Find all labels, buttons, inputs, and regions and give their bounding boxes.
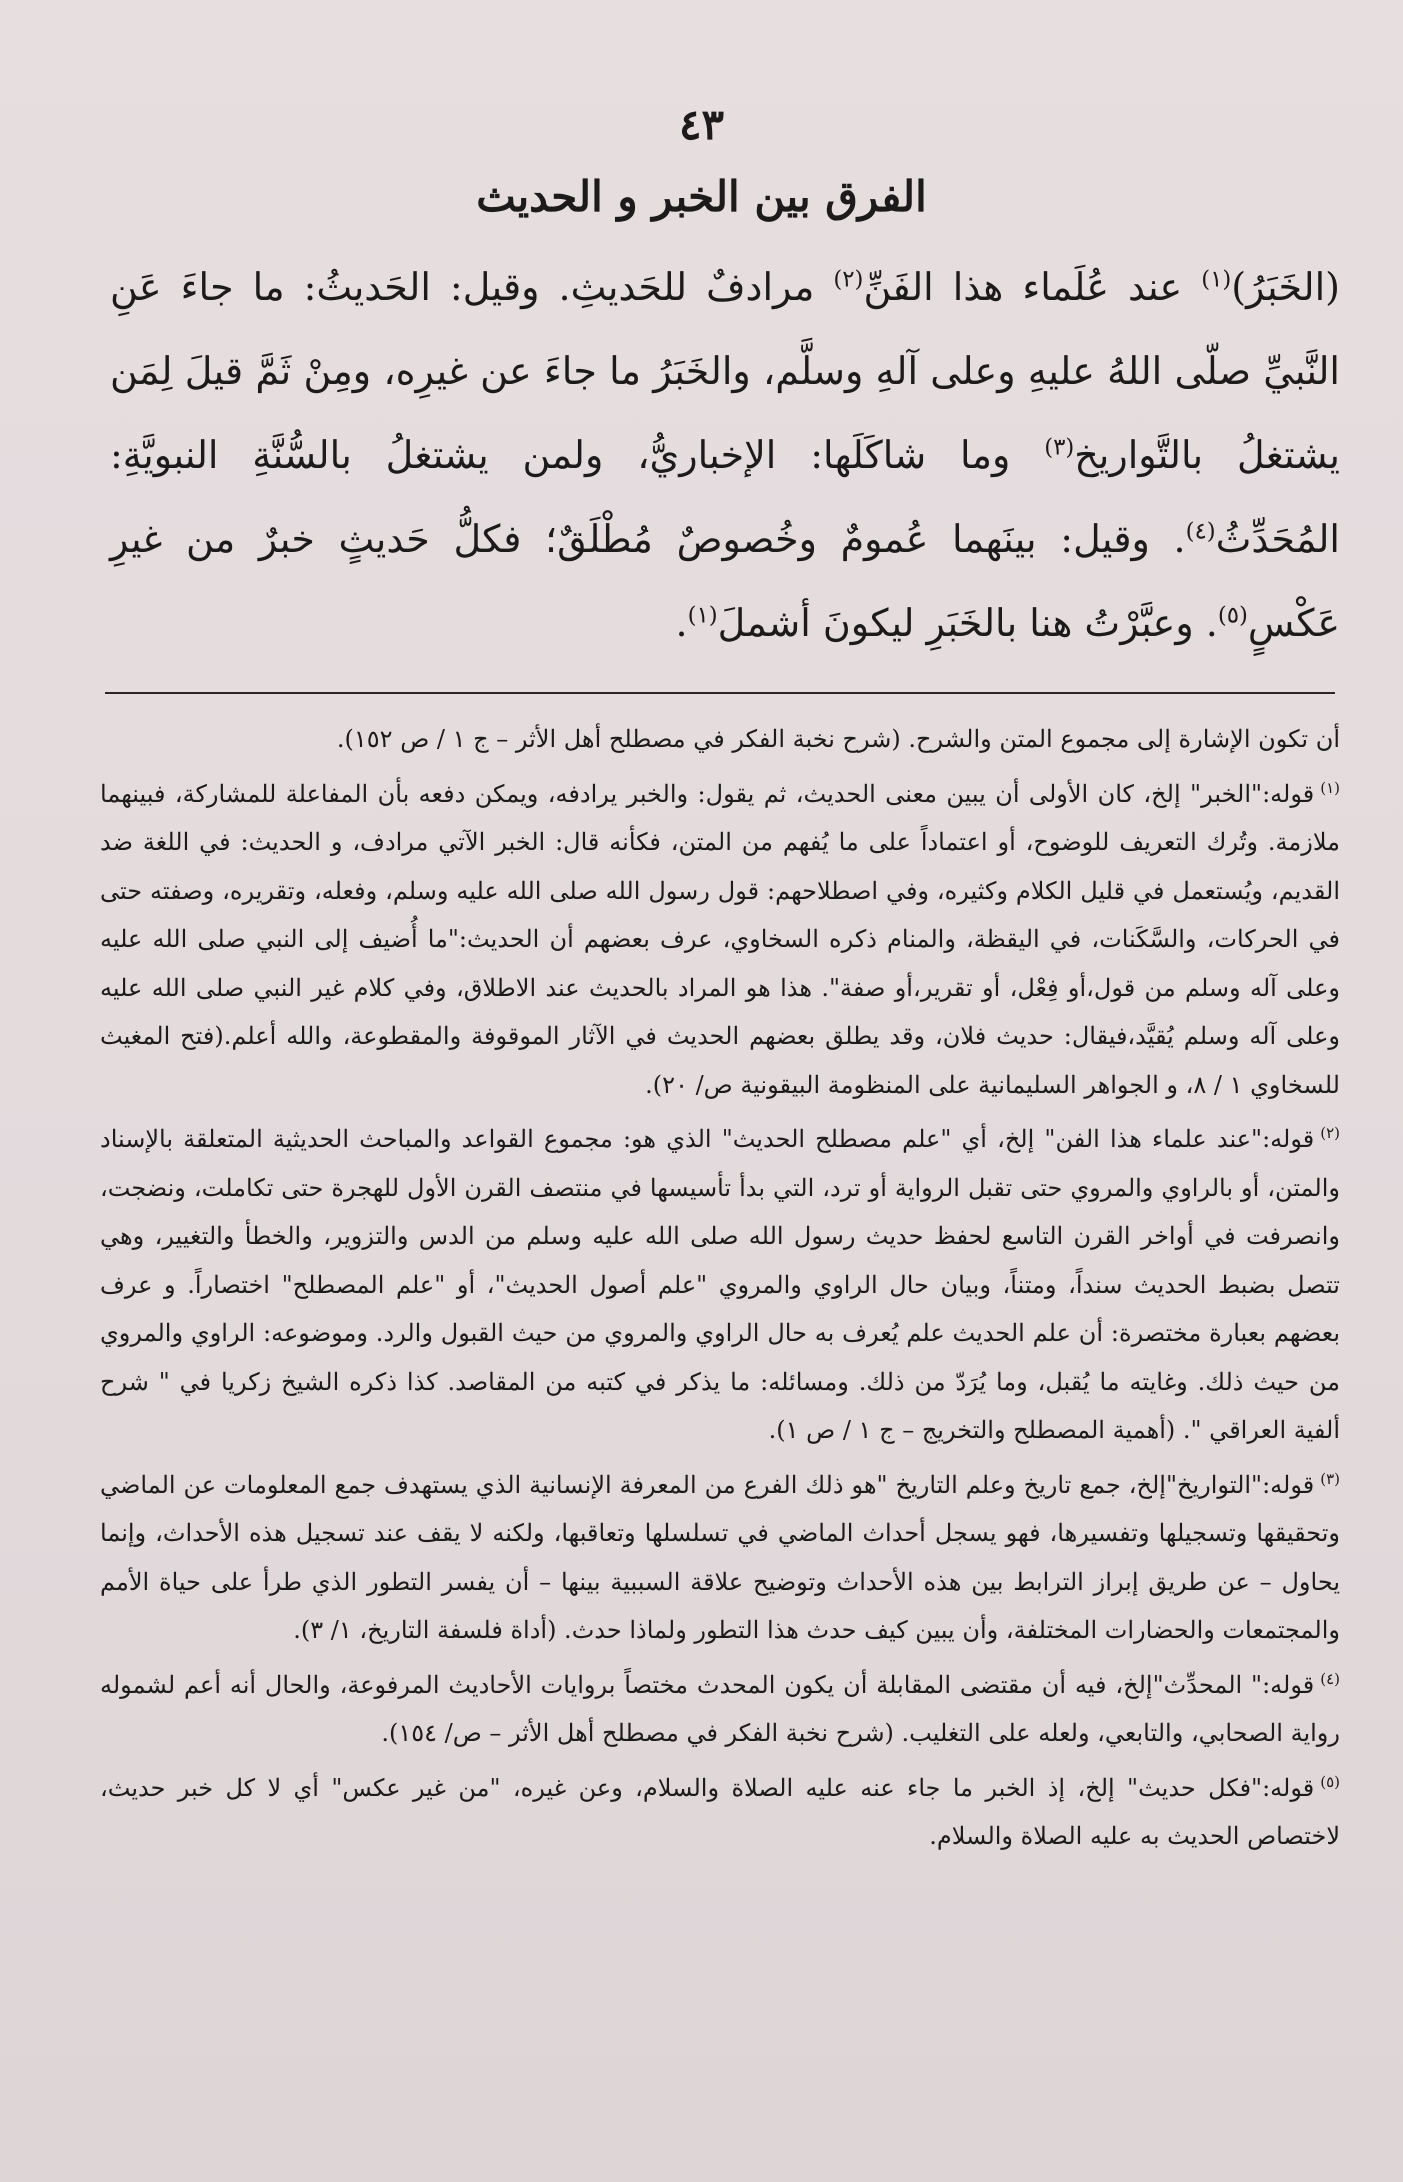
footnote-continuation bbox=[100, 715, 1340, 764]
footnote-number: (٣) bbox=[1320, 1469, 1340, 1488]
main-text-segment: . وقيل: بينَهما عُمومٌ وخُصوصٌ مُطْلَقٌ؛ فكلُّ حَديثٍ خبرٌ من غيرِ عَكْسٍ bbox=[110, 517, 1340, 645]
footnote-ref: (١) bbox=[687, 602, 718, 629]
footnote-number: (١) bbox=[1320, 778, 1340, 797]
footnote-ref: (٤) bbox=[1185, 518, 1216, 545]
page-number: ٤٣ bbox=[678, 100, 725, 149]
footnote-text: قوله:"الخبر" إلخ، كان الأولى أن يبين معنى الحديث، ثم يقول: والخبر يرادفه، ويمكن دفعه بأن المفاعلة للمشاركة، فبينهما ملازمة. وتُرك التعريف للوضوح، أو اعتماداً على ما يُفهم من المتن، فكأنه قال: الخبر الآتي مرادف، و الحديث: في اللغة ضد القديم، ويُستعمل في قليل الكلام وكثيره، وفي اصطلاحهم: قول رسول الله صلى الله عليه وسلم، وفعله، وتقريره، وصفته حتى في الحركات، والسَّكَنات، في اليقظة، والمنام ذكره السخاوي، عرف بعضهم أن الحديث:"ما أُضيف إلى النبي صلى الله عليه وعلى آله وسلم من قول،أو فِعْل، أو تقرير،أو صفة". هذا هو المراد بالحديث عند الاطلاق، وفي كلام غير النبي صلى الله عليه وعلى آله وسلم يُقيَّد،فيقال: حديث فلان، وقد يطلق بعضهم الحديث في الآثار الموقوفة والمقطوعة، والله أعلم.(فتح المغيث للسخاوي ١ / ٨، و الجواهر السليمانية على المنظومة البيقونية ص/ ٢٠). bbox=[100, 779, 1340, 1099]
section-heading: الفرق بين الخبر و الحديث bbox=[476, 172, 927, 221]
footnote-ref: (٢) bbox=[833, 266, 864, 293]
footnote-text: قوله:" المحدِّث"إلخ، فيه أن مقتضى المقابلة أن يكون المحدث مختصاً بروايات الأحاديث المرفوعة، والحال أنه أعم لشموله رواية الصحابي، والتابعي، ولعله على التغليب. (شرح نخبة الفكر في مصطلح أهل الأثر – ص/ ١٥٤). bbox=[100, 1670, 1340, 1747]
main-text-segment: . bbox=[675, 601, 688, 645]
footnote-4 bbox=[100, 1655, 1340, 1758]
footnote-ref: (٥) bbox=[1217, 602, 1248, 629]
footnote-text: أن تكون الإشارة إلى مجموع المتن والشرح. (شرح نخبة الفكر في مصطلح أهل الأثر – ج ١ / ص ١٥٢). bbox=[336, 725, 1340, 753]
main-text-segment: عند عُلَماء هذا الفَنِّ bbox=[863, 265, 1202, 309]
footnote-text: قوله:"فكل حديث" إلخ، إذ الخبر ما جاء عنه عليه الصلاة والسلام، وعن غيره، "من غير عكس" أي لا كل خبر حديث، لاختصاص الحديث به عليه الصلاة والسلام. bbox=[100, 1773, 1340, 1850]
footnote-5 bbox=[100, 1758, 1340, 1861]
main-text-segment: وما شاكَلَها: الإخباريُّ، ولمن يشتغلُ بالسُّنَّةِ النبويَّةِ: المُحَدِّثُ bbox=[110, 433, 1340, 561]
main-text-segment: مرادفٌ للحَديثِ. وقيل: الحَديثُ: ما جاءَ عَنِ النَّبيِّ صلّى اللهُ عليهِ وعلى آلهِ وسلَّم، والخَبَرُ ما جاءَ عن غيرِه، ومِنْ ثَمَّ قيلَ لِمَن يشتغلُ بالتَّواريخ bbox=[110, 265, 1341, 477]
footnote-number: (٢) bbox=[1320, 1124, 1340, 1142]
footnote-text: قوله:"عند علماء هذا الفن" إلخ، أي "علم مصطلح الحديث" الذي هو: مجموع القواعد والمباحث الحديثية المتعلقة بالإسناد والمتن، أو بالراوي والمروي حتى تقبل الرواية أو ترد، التي بدأ تأسيسها في منتصف القرن الأول للهجرة حتى تكاملت، ونضجت، وانصرفت في أواخر القرن التاسع لحفظ حديث رسول الله صلى الله عليه وسلم من الدس والتزوير، والخطأ والتغيير، وهي تتصل بضبط الحديث سنداً، ومتناً، وبيان حال الراوي والمروي "علم أصول الحديث"، أو "علم المصطلح" اختصاراً. و عرف بعضهم بعبارة مختصرة: أن علم الحديث علم يُعرف به حال الراوي والمروي من حيث القبول والرد. وموضوعه: الراوي والمروي من حيث ذلك. وغايته ما يُقبل، وما يُرَدّ من ذلك. ومسائله: ما يذكر في كتبه من المقاصد. كذا ذكره الشيخ زكريا في " شرح ألفية العراقي ". (أهمية المصطلح والتخريج – ج ١ / ص ١). bbox=[100, 1125, 1341, 1444]
footnote-2 bbox=[100, 1109, 1340, 1455]
footnote-number: (٥) bbox=[1320, 1772, 1340, 1791]
footnote-number: (٤) bbox=[1320, 1669, 1340, 1688]
main-text-segment: (الخَبَرُ) bbox=[1231, 265, 1340, 309]
footnote-ref: (١) bbox=[1201, 266, 1232, 293]
footnote-ref: (٣) bbox=[1044, 434, 1075, 461]
footnote-divider bbox=[105, 692, 1335, 694]
footnote-text: قوله:"التواريخ"إلخ، جمع تاريخ وعلم التاريخ "هو ذلك الفرع من المعرفة الإنسانية الذي يستهدف جمع المعلومات عن الماضي وتحقيقها وتسجيلها وتفسيرها، فهو يسجل أحداث الماضي في تسلسلها وتعاقبها، ولكنه لا يقف عند تسجيل هذه الأحداث، وإنما يحاول – عن طريق إبراز الترابط بين هذه الأحداث وتوضيح علاقة السببية بينها – أن يفسر التطور الذي طرأ على حياة الأمم والمجتمعات والحضارات المختلفة، وأن يبين كيف حدث هذا التطور ولماذا حدث. (أداة فلسفة التاريخ، ١/ ٣). bbox=[100, 1470, 1340, 1644]
footnotes bbox=[100, 715, 1340, 1861]
footnote-3 bbox=[100, 1455, 1340, 1655]
main-text-segment: . وعبَّرْتُ هنا بالخَبَرِ ليكونَ أشملَ bbox=[717, 601, 1218, 645]
footnote-1 bbox=[100, 764, 1340, 1110]
main-text bbox=[110, 245, 1340, 665]
